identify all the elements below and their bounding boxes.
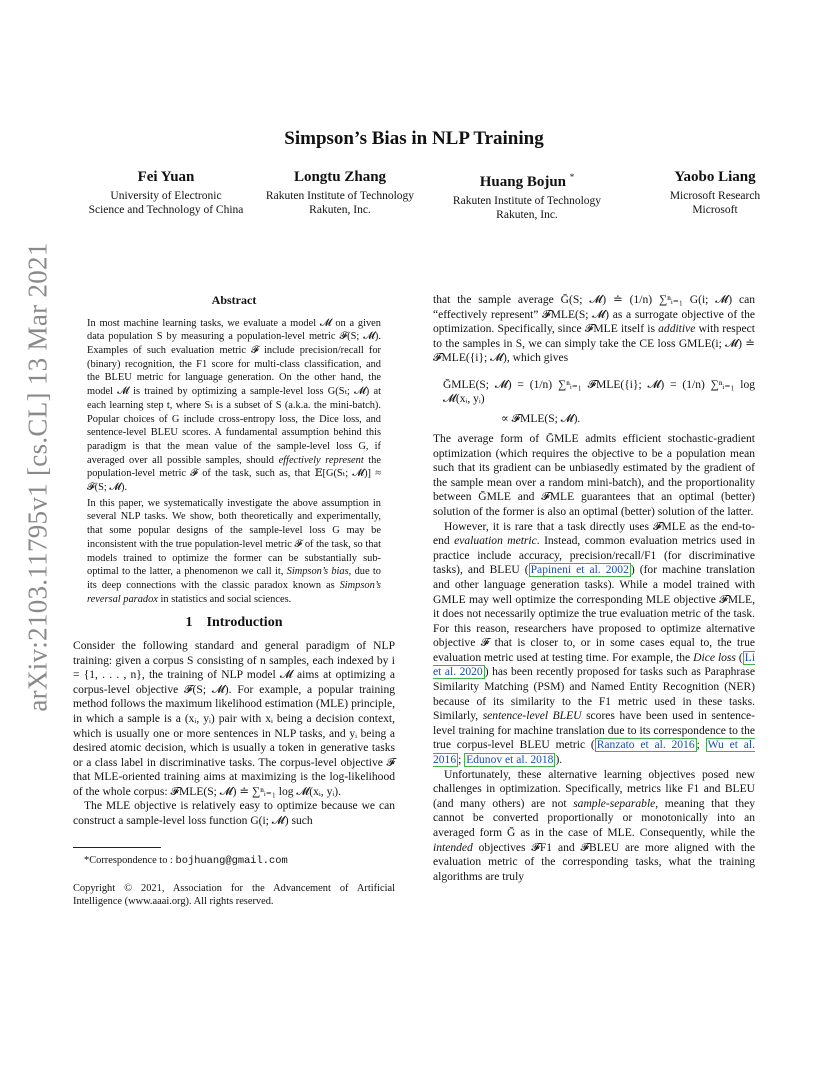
paper-title: Simpson’s Bias in NLP Training	[284, 128, 544, 149]
author-block	[640, 170, 790, 217]
body-paragraph: The MLE objective is relatively easy to optimize because we can construct a sample-level loss function G(i; 𝓜) such	[73, 800, 395, 828]
correspondence-email: bojhuang@gmail.com	[175, 854, 288, 867]
left-column	[73, 293, 395, 908]
body-paragraph: The average form of ḠMLE admits efficient stochastic-gradient optimization (which requires the objective to be a population mean such that its gradient can be unbiasedly estimated by the gradient of the sample mean over a random mini-batch), and the proportionality between ḠMLE and 𝓕MLE guarantees that an optimal (better) solution of the former is also an optimal (better) solution of the latter.	[433, 432, 755, 518]
citation-link[interactable]: Li et al. 2020	[433, 651, 756, 679]
author-block	[66, 170, 266, 217]
author-name: Yaobo Liang	[674, 169, 756, 185]
equation-line: ḠMLE(S; 𝓜) = (1/n) ∑ⁿᵢ₌₁ 𝓕MLE({i}; 𝓜) = (1/n) ∑ⁿᵢ₌₁ log 𝓜(xᵢ, yᵢ)	[443, 378, 755, 405]
arxiv-sidebar	[20, 242, 56, 712]
citation-link[interactable]: Ranzato et al. 2016	[596, 739, 695, 752]
equation-line: ∝ 𝓕MLE(S; 𝓜).	[501, 412, 581, 425]
section-heading	[73, 616, 395, 631]
footnote: *Correspondence to : bojhuang@gmail.com	[84, 854, 288, 867]
author-affiliation: Rakuten, Inc.	[496, 209, 558, 221]
author-affiliation: Rakuten Institute of Technology	[265, 190, 415, 202]
right-column	[433, 293, 755, 884]
equation	[433, 378, 755, 426]
author-block	[437, 170, 617, 222]
abstract-paragraph: In this paper, we systematically investigate the above assumption in several NLP tasks. We show, both theoretically and experimentally, that some popular designs of the sample-level loss G may be inconsistent with the true population-level metric 𝓕 of the task, so that models trained to optimize the former can be substantially sub-optimal to the latter, a phenomenon we call it, Simpson’s bias, due to its deep connections with the classic paradox known as Simpson’s reversal paradox in statistics and social sciences.	[87, 497, 381, 605]
author-affiliation: Microsoft Research	[669, 190, 761, 202]
author-affiliation: Rakuten, Inc.	[309, 204, 371, 216]
abstract-body	[87, 317, 381, 607]
author-mark: *	[569, 172, 575, 182]
abstract-paragraph: In most machine learning tasks, we evaluate a model 𝓜 on a given data population S by measuring a population-level metric 𝓕(S; 𝓜). Examples of such evaluation metric 𝓕 include precision/recall for (binary) recognition, the F1 score for multi-class classification, and the BLEU metric for language generation. On the other hand, the model 𝓜 is trained by optimizing a sample-level loss G(Sₜ; 𝓜) at each learning step t, where Sₜ is a subset of S (a.k.a. the mini-batch). Popular choices of G include cross-entropy loss, the Dice loss, and sentence-level BLEU scores. A fundamental assumption behind this paradigm is that the mean value of the sample-level loss G, if averaged over all possible samples, should effectively represent the population-level metric 𝓕 of the task, such as, that 𝔼[G(Sₜ; 𝓜)] ≈ 𝓕(S; 𝓜).	[87, 317, 381, 494]
section-number: 1	[185, 615, 193, 631]
copyright-notice: Copyright © 2021, Association for the Advancement of Artificial Intelligence (www.aaai.org). All rights reserved.	[73, 882, 395, 907]
citation-link[interactable]: Wu et al. 2016	[433, 739, 755, 767]
body-paragraph: However, it is rare that a task directly uses 𝓕MLE as the end-to-end evaluation metric. Instead, common evaluation metrics used in practice include accuracy, precision/recall/F1 (for discriminative tasks), and BLEU ( Papineni et al. 2002 ) (for machine translation and other language generation tasks). While a model trained with GMLE may well optimize the corresponding MLE objective 𝓕MLE, it does not necessarily optimize the true evaluation metric of the task. For this reason, researchers have proposed to optimize alternative objective 𝓕 that is closer to, or in some cases equal to, the true evaluation metric used at testing time. For example, the Dice loss ( Li et al. 2020 ) has been recently proposed for tasks such as Paraphrase Similarity Matching (PSM) and Named Entity Recognition (NER) because of its similarity to the F1 metric used in these tasks. Similarly, sentence-level BLEU scores have been used in sentence-level training for machine translation due to its correspondence to the true corpus-level BLEU metric ( Ranzato et al. 2016 ; Wu et al. 2016 ; Edunov et al. 2018 ).	[433, 520, 756, 767]
section-title: Introduction	[206, 615, 283, 631]
author-name: Longtu Zhang	[293, 169, 387, 185]
body-paragraph: that the sample average Ḡ(S; 𝓜) ≐ (1/n) ∑ⁿᵢ₌₁ G(i; 𝓜) can “effectively represent” 𝓕MLE(S; 𝓜) as a surrogate objective of the optimization. Specifically, since 𝓕MLE itself is additive with respect to the samples in S, we can simply take the CE loss GMLE(i; 𝓜) ≐ 𝓕MLE({i}; 𝓜), which gives	[433, 294, 755, 365]
body-paragraph: Consider the following standard and general paradigm of NLP training: given a corpus S consisting of n samples, each indexed by i = {1, . . . , n}, the training of NLP model 𝓜 aims at optimizing a corpus-level objective 𝓕(S; 𝓜). For example, a popular training method follows the maximum likelihood estimation (MLE) principle, in which a sample is a (xᵢ, yᵢ) pair with xᵢ being a decision context, which is usually one or more sentences in NLP tasks, and yᵢ being a desired atomic decision, which is usually a token in generative tasks or a class label in discriminative tasks. The corpus-level objective 𝓕 that MLE-oriented training aims at maximizing is the log-likelihood of the whole corpus: 𝓕MLE(S; 𝓜) ≐ ∑ⁿᵢ₌₁ log 𝓜(xᵢ, yᵢ).	[73, 639, 395, 798]
abstract-heading: Abstract	[211, 293, 257, 307]
author-affiliation: University of Electronic	[110, 190, 222, 202]
footnote-rule	[73, 847, 161, 848]
citation-link[interactable]: Papineni et al. 2002	[530, 564, 629, 577]
author-block	[250, 170, 430, 217]
author-name: Huang Bojun	[479, 174, 567, 190]
author-affiliation: Science and Technology of China	[88, 204, 244, 216]
author-affiliation: Rakuten Institute of Technology	[452, 195, 602, 207]
body-paragraph: Unfortunately, these alternative learning objectives posed new challenges in optimization. Specifically, metrics like F1 and BLEU (and many others) are not sample-separable, meaning that they cannot be converted proportionally or monotonically into an averaged form Ḡ as in the case of MLE. Consequently, while the intended objectives 𝓕F1 and 𝓕BLEU are more aligned with the evaluation metric of the corresponding tasks, what the training algorithms are truly	[433, 768, 755, 883]
arxiv-id: arXiv:2103.11795v1 [cs.CL] 13 Mar 2021	[22, 242, 53, 712]
citation-link[interactable]: Edunov et al. 2018	[466, 754, 554, 767]
author-affiliation: Microsoft	[692, 204, 738, 216]
author-name: Fei Yuan	[137, 169, 195, 185]
